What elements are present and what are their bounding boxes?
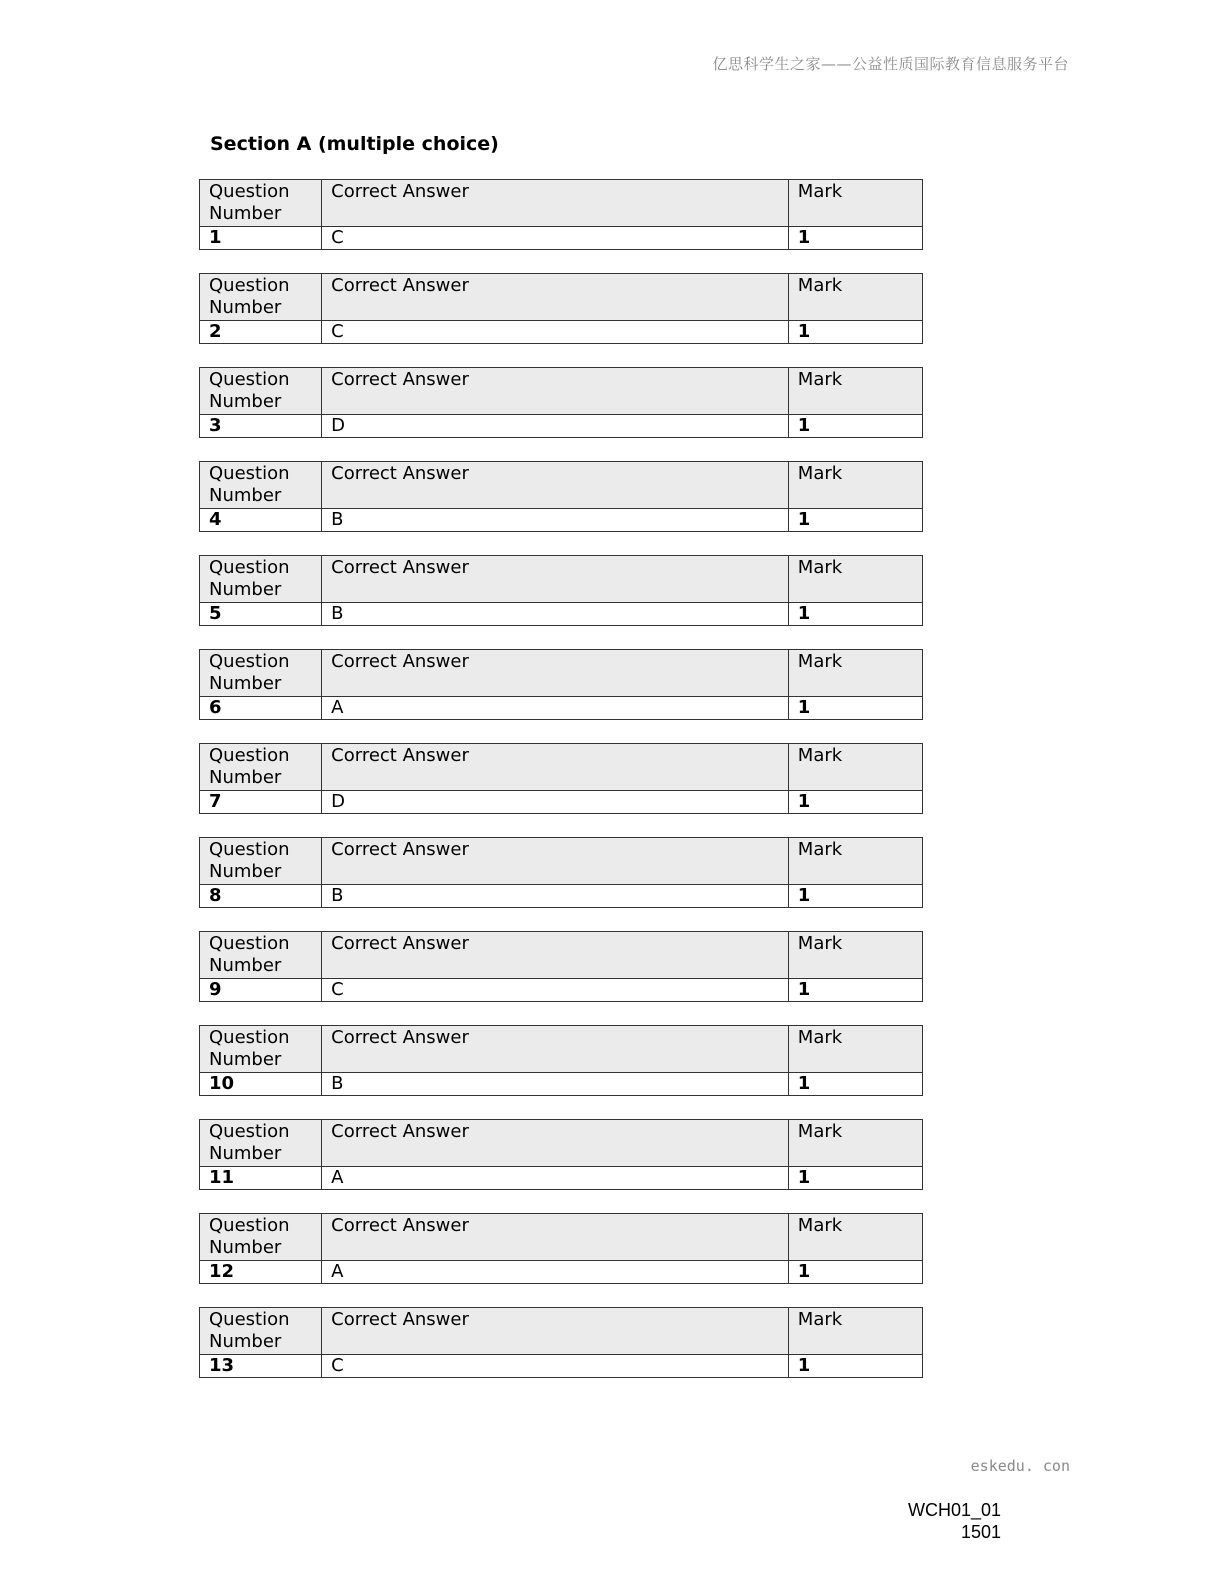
watermark-header: 亿思科学生之家——公益性质国际教育信息服务平台 [712, 55, 1069, 73]
question-table [199, 179, 923, 250]
question-number: 2 [200, 321, 322, 344]
mark-value: 1 [788, 1073, 922, 1096]
table-header-row [200, 180, 923, 227]
header-question-number: Question Number [200, 1120, 322, 1167]
header-question-number: Question Number [200, 462, 322, 509]
table-row [200, 1073, 923, 1096]
table-row [200, 1167, 923, 1190]
question-table [199, 555, 923, 626]
correct-answer: C [322, 321, 789, 344]
question-table [199, 461, 923, 532]
header-question-number: Question Number [200, 274, 322, 321]
header-mark: Mark [788, 274, 922, 321]
header-mark: Mark [788, 180, 922, 227]
header-question-number: Question Number [200, 556, 322, 603]
question-number: 5 [200, 603, 322, 626]
question-number: 3 [200, 415, 322, 438]
question-number: 13 [200, 1355, 322, 1378]
question-number: 12 [200, 1261, 322, 1284]
header-question-number: Question Number [200, 1214, 322, 1261]
mark-value: 1 [788, 1261, 922, 1284]
correct-answer: B [322, 1073, 789, 1096]
table-header-row [200, 1308, 923, 1355]
correct-answer: B [322, 603, 789, 626]
mark-value: 1 [788, 1355, 922, 1378]
watermark-footer: eskedu. con [970, 1457, 1070, 1475]
table-row [200, 885, 923, 908]
header-correct-answer: Correct Answer [322, 1308, 789, 1355]
header-question-number: Question Number [200, 1026, 322, 1073]
correct-answer: D [322, 791, 789, 814]
question-table [199, 1213, 923, 1284]
question-number: 10 [200, 1073, 322, 1096]
table-header-row [200, 838, 923, 885]
paper-session: 1501 [960, 1522, 1001, 1542]
mark-value: 1 [788, 885, 922, 908]
header-mark: Mark [788, 932, 922, 979]
table-row [200, 509, 923, 532]
question-table [199, 273, 923, 344]
header-correct-answer: Correct Answer [322, 274, 789, 321]
header-mark: Mark [788, 650, 922, 697]
header-question-number: Question Number [200, 180, 322, 227]
question-table [199, 367, 923, 438]
mark-value: 1 [788, 321, 922, 344]
question-table [199, 837, 923, 908]
question-table [199, 1025, 923, 1096]
correct-answer: A [322, 1167, 789, 1190]
paper-code: WCH01_01 [907, 1500, 1001, 1520]
question-number: 11 [200, 1167, 322, 1190]
table-header-row [200, 932, 923, 979]
header-mark: Mark [788, 1026, 922, 1073]
question-number: 4 [200, 509, 322, 532]
table-row [200, 791, 923, 814]
mark-value: 1 [788, 415, 922, 438]
header-mark: Mark [788, 1120, 922, 1167]
table-row [200, 603, 923, 626]
question-number: 8 [200, 885, 322, 908]
header-correct-answer: Correct Answer [322, 932, 789, 979]
mark-value: 1 [788, 227, 922, 250]
header-correct-answer: Correct Answer [322, 650, 789, 697]
page-footer [908, 1499, 1001, 1543]
correct-answer: C [322, 979, 789, 1002]
header-mark: Mark [788, 1214, 922, 1261]
header-correct-answer: Correct Answer [322, 368, 789, 415]
correct-answer: B [322, 509, 789, 532]
header-question-number: Question Number [200, 1308, 322, 1355]
table-row [200, 979, 923, 1002]
header-mark: Mark [788, 462, 922, 509]
correct-answer: C [322, 1355, 789, 1378]
table-header-row [200, 274, 923, 321]
table-header-row [200, 556, 923, 603]
table-row [200, 415, 923, 438]
mark-value: 1 [788, 697, 922, 720]
correct-answer: C [322, 227, 789, 250]
mark-value: 1 [788, 509, 922, 532]
header-mark: Mark [788, 838, 922, 885]
header-question-number: Question Number [200, 932, 322, 979]
header-question-number: Question Number [200, 838, 322, 885]
correct-answer: D [322, 415, 789, 438]
mark-value: 1 [788, 791, 922, 814]
question-number: 7 [200, 791, 322, 814]
header-correct-answer: Correct Answer [322, 1120, 789, 1167]
correct-answer: A [322, 697, 789, 720]
table-row [200, 697, 923, 720]
mark-scheme-tables [199, 179, 923, 1401]
question-table [199, 1119, 923, 1190]
header-mark: Mark [788, 744, 922, 791]
mark-value: 1 [788, 603, 922, 626]
mark-value: 1 [788, 1167, 922, 1190]
question-table [199, 649, 923, 720]
table-header-row [200, 1214, 923, 1261]
table-header-row [200, 744, 923, 791]
question-table [199, 1307, 923, 1378]
question-table [199, 743, 923, 814]
table-row [200, 321, 923, 344]
table-row [200, 1261, 923, 1284]
question-number: 9 [200, 979, 322, 1002]
header-correct-answer: Correct Answer [322, 744, 789, 791]
header-correct-answer: Correct Answer [322, 1026, 789, 1073]
header-question-number: Question Number [200, 744, 322, 791]
header-mark: Mark [788, 368, 922, 415]
header-correct-answer: Correct Answer [322, 838, 789, 885]
header-question-number: Question Number [200, 368, 322, 415]
table-row [200, 227, 923, 250]
correct-answer: A [322, 1261, 789, 1284]
header-mark: Mark [788, 556, 922, 603]
header-mark: Mark [788, 1308, 922, 1355]
mark-value: 1 [788, 979, 922, 1002]
header-correct-answer: Correct Answer [322, 462, 789, 509]
header-correct-answer: Correct Answer [322, 1214, 789, 1261]
table-row [200, 1355, 923, 1378]
question-number: 6 [200, 697, 322, 720]
table-header-row [200, 1120, 923, 1167]
table-header-row [200, 1026, 923, 1073]
correct-answer: B [322, 885, 789, 908]
header-question-number: Question Number [200, 650, 322, 697]
question-table [199, 931, 923, 1002]
header-correct-answer: Correct Answer [322, 180, 789, 227]
question-number: 1 [200, 227, 322, 250]
table-header-row [200, 650, 923, 697]
table-header-row [200, 368, 923, 415]
section-title: Section A (multiple choice) [210, 133, 499, 155]
header-correct-answer: Correct Answer [322, 556, 789, 603]
table-header-row [200, 462, 923, 509]
